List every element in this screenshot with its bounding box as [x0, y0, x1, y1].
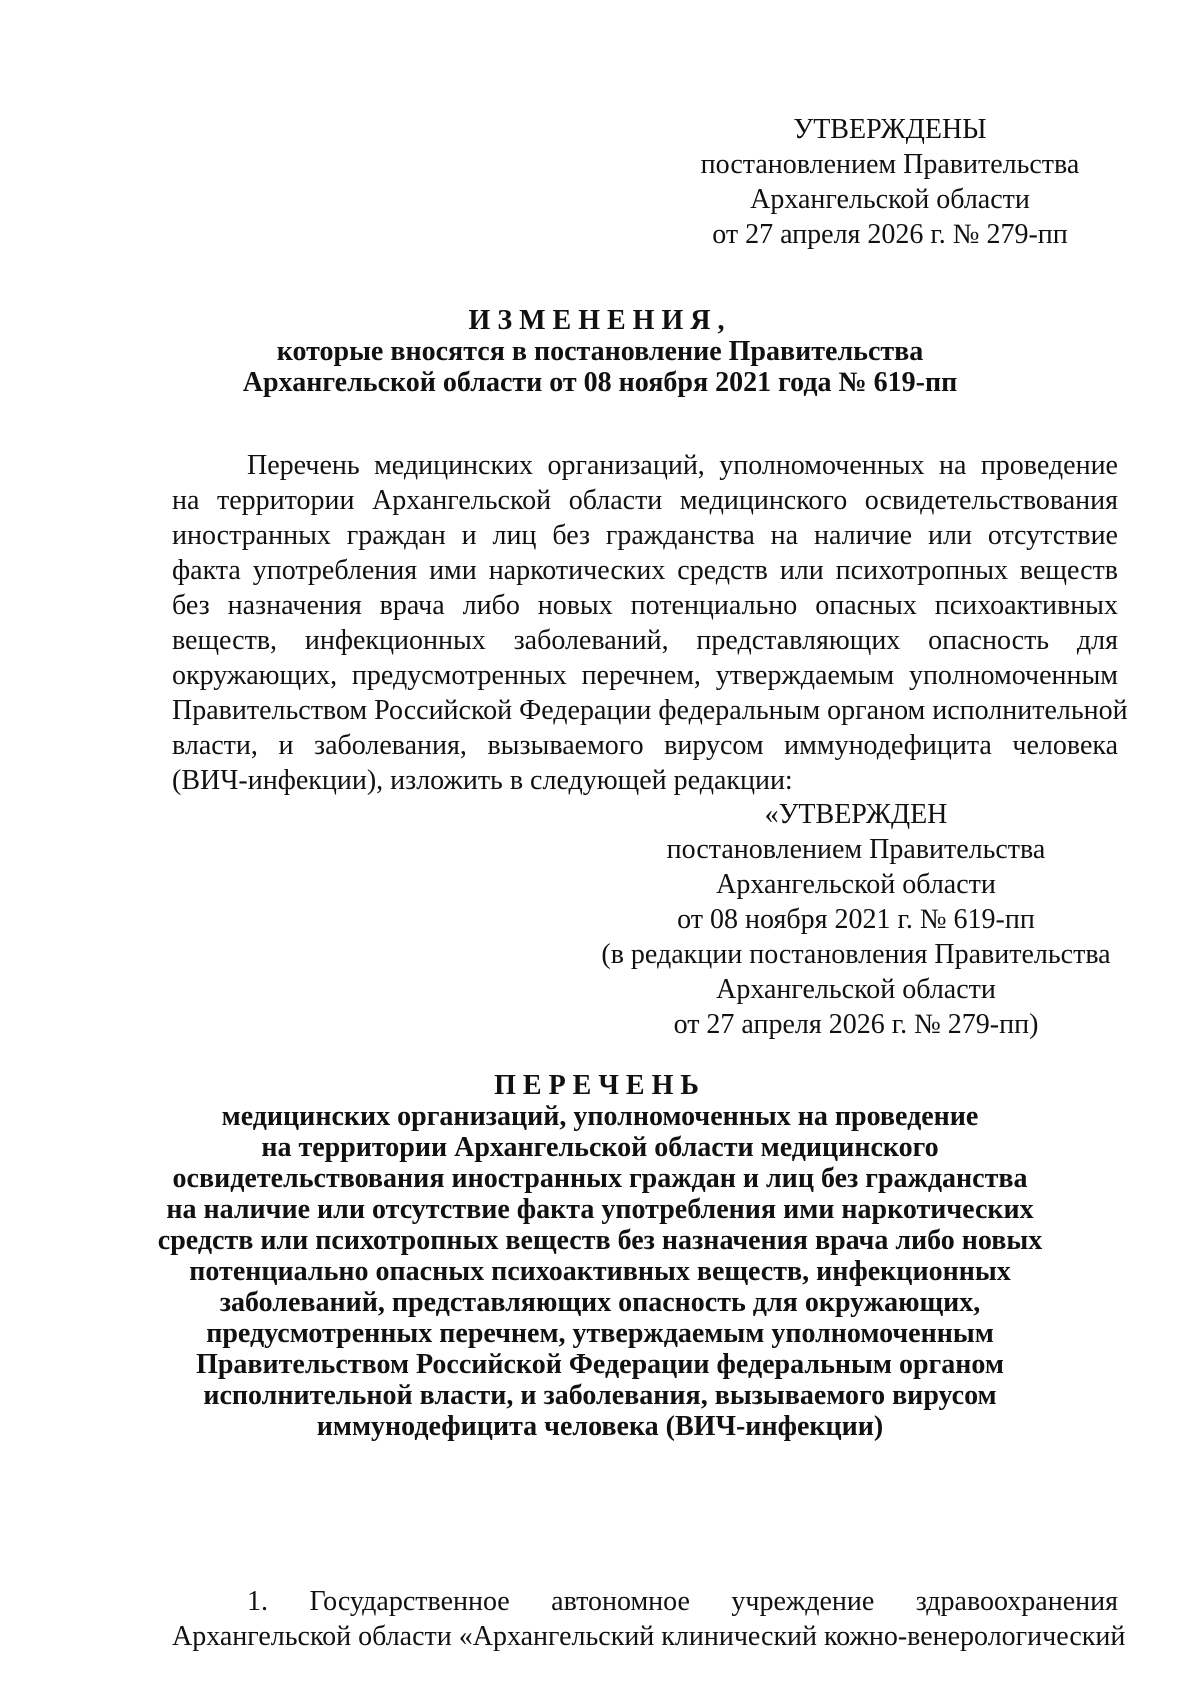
- approval-header-line: УТВЕРЖДЕНЫ: [793, 114, 987, 145]
- list-subtitle-line: освидетельствования иностранных граждан и лиц без гражданства: [172, 1163, 1028, 1194]
- list-subtitle-line: исполнительной власти, и заболевания, вызываемого вирусом: [203, 1380, 997, 1411]
- inner-approval-line: от 27 апреля 2026 г. № 279-пп): [673, 1009, 1039, 1040]
- list-subtitle-line: потенциально опасных психоактивных веществ, инфекционных: [189, 1256, 1011, 1287]
- inner-approval-line: Архангельской области: [716, 869, 996, 900]
- list-item-line: 1. Государственное автономное учреждение здравоохранения: [247, 1586, 1118, 1617]
- list-item: [172, 1584, 1126, 1654]
- paragraph-line: на территории Архангельской области медицинского освидетельствования: [172, 485, 1118, 516]
- paragraph-line: власти, и заболевания, вызываемого вирусом иммунодефицита человека: [172, 730, 1118, 761]
- list-subtitle-line: иммунодефицита человека (ВИЧ-инфекции): [316, 1411, 884, 1442]
- inner-approval-line: Архангельской области: [716, 974, 996, 1005]
- paragraph-line: факта употребления ими наркотических средств или психотропных веществ: [172, 555, 1118, 586]
- list-item-line: Архангельской области «Архангельский клинический кожно-венерологический: [172, 1621, 1126, 1652]
- list-subtitle-line: медицинских организаций, уполномоченных на проведение: [221, 1101, 979, 1132]
- approval-header-line: Архангельской области: [750, 184, 1030, 215]
- inner-approval-line: постановлением Правительства: [666, 834, 1046, 865]
- list-title: [150, 1070, 1050, 1442]
- list-heading: ПЕРЕЧЕНЬ: [494, 1070, 706, 1101]
- paragraph-line: (ВИЧ-инфекции), изложить в следующей редакции:: [172, 765, 793, 796]
- list-subtitle-line: на территории Архангельской области медицинского: [261, 1132, 939, 1163]
- inner-approval: [586, 797, 1126, 1042]
- changes-subtitle-line: которые вносятся в постановление Правительства: [276, 336, 924, 367]
- approval-header: [680, 112, 1100, 252]
- list-subtitle-line: средств или психотропных веществ без назначения врача либо новых: [157, 1225, 1043, 1256]
- paragraph-line: иностранных граждан и лиц без гражданства на наличие или отсутствие: [172, 520, 1118, 551]
- list-subtitle-line: Правительством Российской Федерации федеральным органом: [196, 1349, 1004, 1380]
- changes-title: [150, 305, 1050, 398]
- inner-approval-line: от 08 ноября 2021 г. № 619-пп: [677, 904, 1035, 935]
- paragraph-line: без назначения врача либо новых потенциально опасных психоактивных: [172, 590, 1118, 621]
- approval-header-line: от 27 апреля 2026 г. № 279-пп: [712, 219, 1068, 250]
- paragraph-line: Правительством Российской Федерации федеральным органом исполнительной: [172, 695, 1128, 726]
- changes-subtitle-line: Архангельской области от 08 ноября 2021 года № 619-пп: [242, 367, 958, 398]
- list-subtitle-line: на наличие или отсутствие факта употребления ими наркотических: [166, 1194, 1034, 1225]
- intro-paragraph: [172, 448, 1128, 798]
- list-subtitle-line: заболеваний, представляющих опасность для окружающих,: [219, 1287, 981, 1318]
- inner-approval-line: «УТВЕРЖДЕН: [764, 799, 948, 830]
- paragraph-line: веществ, инфекционных заболеваний, представляющих опасность для: [172, 625, 1118, 656]
- changes-heading: ИЗМЕНЕНИЯ,: [468, 305, 732, 336]
- approval-header-line: постановлением Правительства: [700, 149, 1080, 180]
- inner-approval-line: (в редакции постановления Правительства: [601, 939, 1111, 970]
- paragraph-line: окружающих, предусмотренных перечнем, утверждаемым уполномоченным: [172, 660, 1118, 691]
- list-subtitle-line: предусмотренных перечнем, утверждаемым уполномоченным: [206, 1318, 994, 1349]
- paragraph-line: Перечень медицинских организаций, уполномоченных на проведение: [247, 450, 1118, 481]
